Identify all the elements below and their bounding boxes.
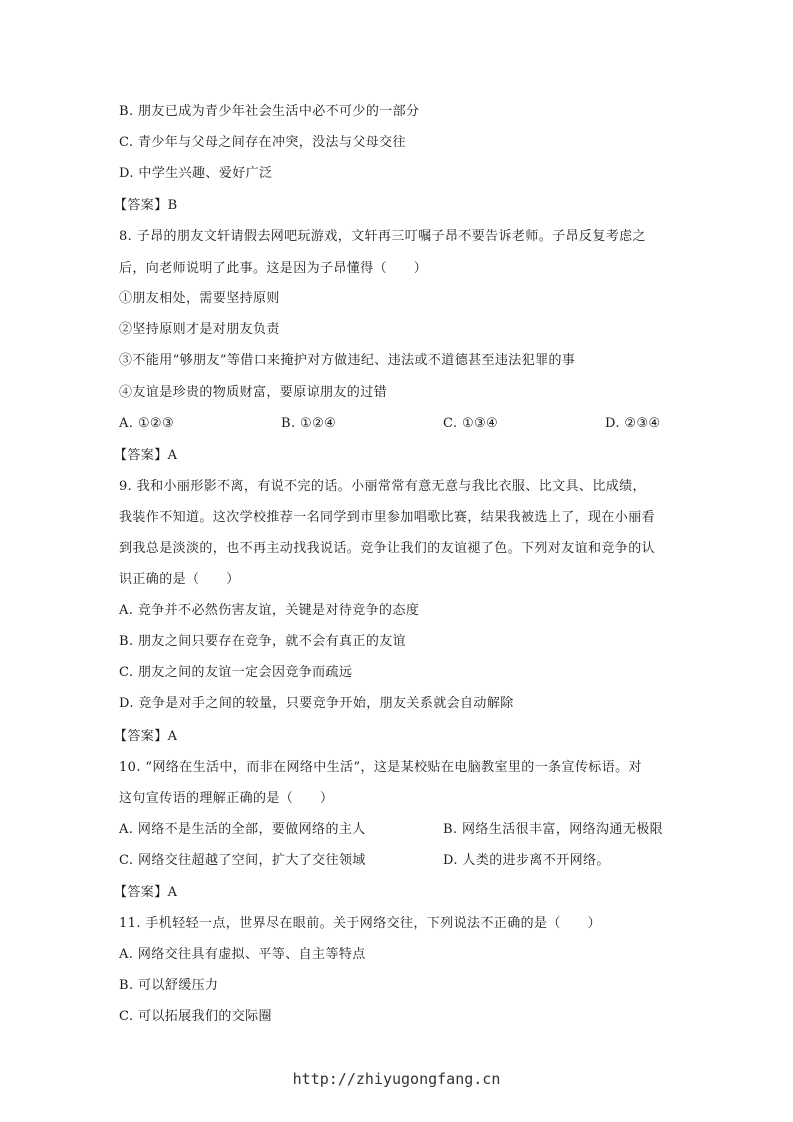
q10-option-b: B. 网络生活很丰富，网络沟通无极限 (443, 822, 664, 837)
q8-answer: 【答案】A (114, 448, 178, 463)
q10-stem-line1: 10. “网络在生活中，而非在网络中生活”，这是某校贴在电脑教室里的一条宣传标语。对 (119, 760, 642, 775)
q10-option-c: C. 网络交往超越了空间，扩大了交往领域 (119, 853, 366, 868)
q8-stem-line1: 8. 子昂的朋友文轩请假去网吧玩游戏，文轩再三叮嘱子昂不要告诉老师。子昂反复考虑之 (119, 229, 646, 244)
q7-option-c: C. 青少年与父母之间存在冲突，没法与父母交往 (119, 135, 406, 150)
q11-option-a: A. 网络交往具有虚拟、平等、自主等特点 (119, 947, 366, 962)
q9-answer: 【答案】A (114, 729, 178, 744)
q11-stem: 11. 手机轻轻一点，世界尽在眼前。关于网络交往，下列说法不正确的是（ ） (119, 916, 602, 931)
q9-stem-line2: 我装作不知道。这次学校推荐一名同学到市里参加唱歌比赛，结果我被选上了，现在小丽看 (119, 510, 656, 525)
q8-option-d: D. ②③④ (605, 416, 661, 431)
q9-stem-line3: 到我总是淡淡的，也不再主动找我说话。竞争让我们的友谊褪了色。下列对友谊和竞争的认 (119, 541, 656, 556)
q11-option-b: B. 可以舒缓压力 (119, 978, 219, 993)
q8-statement-4: ④友谊是珍贵的物质财富，要原谅朋友的过错 (119, 385, 388, 400)
q8-statement-2: ②坚持原则才是对朋友负责 (119, 322, 280, 337)
q8-statement-1: ①朋友相处，需要坚持原则 (119, 291, 280, 306)
q9-stem-line4: 识正确的是（ ） (119, 572, 240, 587)
q7-option-b: B. 朋友已成为青少年社会生活中必不可少的一部分 (119, 104, 420, 119)
q7-answer: 【答案】B (114, 198, 178, 213)
q8-option-a: A. ①②③ (119, 416, 175, 431)
q10-option-d: D. 人类的进步离不开网络。 (443, 853, 610, 868)
q11-option-c: C. 可以拓展我们的交际圈 (119, 1009, 272, 1024)
q8-option-c: C. ①③④ (443, 416, 499, 431)
q10-option-a: A. 网络不是生活的全部，要做网络的主人 (119, 822, 366, 837)
q8-option-b: B. ①②④ (281, 416, 337, 431)
q8-statement-3: ③不能用“够朋友”等借口来掩护对方做违纪、违法或不道德甚至违法犯罪的事 (119, 353, 576, 368)
q9-stem-line1: 9. 我和小丽形影不离，有说不完的话。小丽常常有意无意与我比衣服、比文具、比成绩， (119, 479, 646, 494)
q9-option-d: D. 竞争是对手之间的较量，只要竞争开始，朋友关系就会自动解除 (119, 696, 514, 711)
q10-answer: 【答案】A (114, 885, 178, 900)
q9-option-a: A. 竞争并不必然伤害友谊，关键是对待竞争的态度 (119, 603, 420, 618)
q8-stem-line2: 后，向老师说明了此事。这是因为子昂懂得（ ） (119, 261, 428, 276)
q9-option-b: B. 朋友之间只要存在竞争，就不会有真正的友谊 (119, 634, 407, 649)
q10-stem-line2: 这句宣传语的理解正确的是（ ） (119, 791, 334, 806)
q9-option-c: C. 朋友之间的友谊一定会因竞争而疏远 (119, 665, 353, 680)
footer-url[interactable]: http://zhiyugongfang.cn (292, 1070, 501, 1088)
q7-option-d: D. 中学生兴趣、爱好广泛 (119, 166, 273, 181)
